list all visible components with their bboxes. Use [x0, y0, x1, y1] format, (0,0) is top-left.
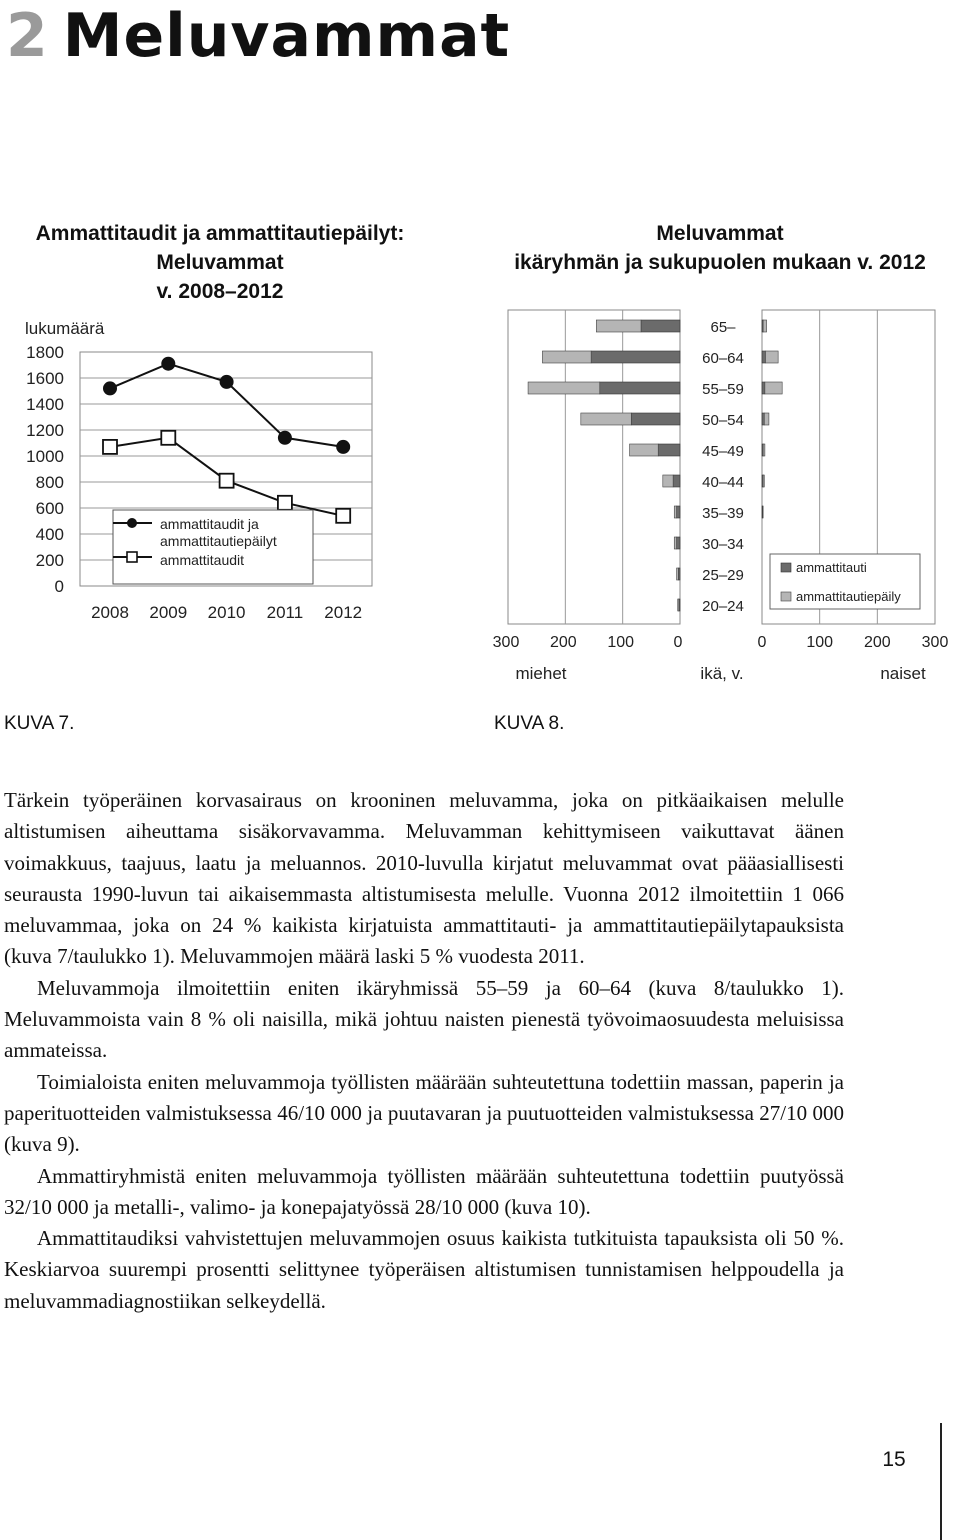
bar-men-epaily	[674, 506, 676, 518]
y-tick-label: 0	[54, 577, 64, 596]
figure7-title-line: Ammattitaudit ja ammattitautiepäilyt:	[35, 222, 405, 245]
bar-men-epaily	[596, 320, 641, 332]
paragraph: Meluvammoja ilmoitettiin eniten ikäryhmissä 55–59 ja 60–64 (kuva 8/taulukko 1). Meluvammoista vain 8 % oli naisilla, mikä johtuu naisten pienestä työvoimaosuudesta meluisissa ammateissa.	[4, 975, 844, 1063]
y-axis-label: lukumäärä	[25, 319, 105, 338]
chapter-number: 2	[6, 1, 49, 71]
age-group-label: 20–24	[702, 598, 744, 615]
x-tick-label: 200	[863, 634, 891, 651]
bar-men-ammattitauti	[641, 320, 680, 332]
bar-men-epaily	[677, 568, 679, 580]
age-group-label: 55–59	[702, 381, 744, 398]
data-point-square	[220, 474, 234, 488]
age-group-label: 35–39	[702, 505, 744, 522]
bar-women-ammattitauti	[762, 351, 765, 363]
y-tick-label: 800	[35, 473, 64, 492]
page-rule	[940, 1423, 942, 1540]
x-tick-label: 0	[757, 634, 767, 651]
age-group-label: 25–29	[702, 567, 744, 584]
bar-men-ammattitauti	[677, 537, 680, 549]
bar-men-ammattitauti	[658, 444, 680, 456]
bar-women-epaily	[764, 413, 769, 425]
data-point-circle	[278, 431, 292, 445]
age-group-label: 65–	[710, 319, 736, 336]
legend-label: ammattitautiepäily	[796, 589, 901, 604]
x-tick-label: 200	[549, 634, 577, 651]
bar-men-ammattitauti	[673, 475, 680, 487]
bar-men-ammattitauti	[600, 382, 680, 394]
y-tick-label: 1800	[26, 343, 64, 362]
figure7-title-line: Meluvammat	[156, 251, 284, 274]
charts-canvas	[0, 0, 960, 700]
figure8-title-line: Meluvammat	[656, 222, 784, 245]
bar-women-epaily	[765, 351, 778, 363]
y-tick-label: 1000	[26, 447, 64, 466]
y-tick-label: 1400	[26, 395, 64, 414]
paragraph: Ammattiryhmistä eniten meluvammoja työllisten määrään suhteutettuna todettiin puutyössä 32/10 000 ja metalli-, valimo- ja konepajatyössä 28/10 000 (kuva 10).	[4, 1163, 844, 1219]
figure8-title-line: ikäryhmän ja sukupuolen mukaan v. 2012	[514, 251, 926, 274]
bar-men-ammattitauti	[591, 351, 680, 363]
bar-women-ammattitauti	[762, 413, 764, 425]
x-tick-label: 2010	[207, 603, 246, 622]
y-tick-label: 1600	[26, 369, 64, 388]
y-tick-label: 200	[35, 551, 64, 570]
x-tick-label: 2011	[266, 603, 304, 622]
age-group-label: 45–49	[702, 443, 744, 460]
legend-marker-circle	[127, 518, 137, 528]
data-point-circle	[220, 375, 234, 389]
data-point-square	[278, 496, 292, 510]
bar-women-epaily	[765, 382, 782, 394]
y-tick-label: 1200	[26, 421, 64, 440]
figure8-caption: KUVA 8.	[494, 713, 565, 734]
legend-label: ammattitaudit	[160, 552, 245, 568]
data-point-square	[103, 440, 117, 454]
age-axis-label: ikä, v.	[700, 664, 744, 683]
bar-men-epaily	[542, 351, 591, 363]
data-point-square	[161, 431, 175, 445]
paragraph: Tärkein työperäinen korvasairaus on krooninen meluvamma, joka on pitkäaikaisen melulle altistumisen aiheuttama sisäkorvavamma. Meluvamman kehittymiseen vaikuttavat äänen voimakkuus, taajuus, laatu ja meluannos. 2010-luvulla kirjatut meluvammat ovat pääasiallisesti seurausta 1990-luvun tai aikaisemmasta altistumisesta melulle. Vuonna 2012 ilmoitettiin 1 066 meluvammaa, joka on 24 % kaikista kirjatuista ammattitauti- ja ammattitautiepäilytapauksista (kuva 7/taulukko 1). Meluvammojen määrä laski 5 % vuodesta 2011.	[4, 788, 844, 969]
bar-women-epaily	[763, 475, 764, 487]
data-point-square	[336, 509, 350, 523]
data-point-circle	[336, 440, 350, 454]
x-tick-label: 2012	[324, 603, 363, 622]
x-tick-label: 2008	[91, 603, 129, 622]
x-tick-label: 300	[921, 634, 949, 651]
bar-men-epaily	[678, 599, 679, 611]
x-tick-label: 100	[607, 634, 635, 651]
bar-men-ammattitauti	[677, 506, 680, 518]
age-group-label: 60–64	[702, 350, 744, 367]
legend-swatch	[781, 592, 791, 601]
x-tick-label: 0	[673, 634, 683, 651]
men-axis-label: miehet	[515, 664, 567, 683]
bar-men-epaily	[581, 413, 631, 425]
bar-women-epaily	[763, 444, 765, 456]
y-tick-label: 400	[35, 525, 64, 544]
bar-men-epaily	[528, 382, 600, 394]
age-group-label: 30–34	[702, 536, 744, 553]
legend-label: ammattitautiepäilyt	[160, 533, 277, 549]
x-tick-label: 2009	[149, 603, 188, 622]
bar-women-ammattitauti	[762, 382, 765, 394]
age-group-label: 50–54	[702, 412, 744, 429]
body-text	[4, 785, 844, 1317]
bar-men-epaily	[630, 444, 659, 456]
x-tick-label: 300	[492, 634, 520, 651]
data-point-circle	[161, 357, 175, 371]
age-group-label: 40–44	[702, 474, 744, 491]
legend-label: ammattitaudit ja	[160, 516, 259, 532]
paragraph: Ammattitaudiksi vahvistettujen meluvammojen osuus kaikista tutkituista tapauksista oli 50 %. Keskiarvoa suurempi prosentti selittynee työperäisen altistumisen tunnistamisen helppoudella ja meluvammadiagnostiikan selkeydellä.	[4, 1226, 844, 1313]
x-tick-label: 100	[806, 634, 834, 651]
figure7-caption: KUVA 7.	[4, 713, 75, 734]
bar-men-epaily	[663, 475, 673, 487]
bar-women-epaily	[763, 506, 764, 518]
legend-marker-square	[127, 552, 137, 562]
legend-label: ammattitauti	[796, 560, 867, 575]
bar-men-ammattitauti	[631, 413, 680, 425]
page-number: 15	[882, 1448, 906, 1471]
data-point-circle	[103, 381, 117, 395]
bar-women-epaily	[763, 320, 766, 332]
paragraph: Toimialoista eniten meluvammoja työllisten määrään suhteutettuna todettiin massan, paperin ja paperituotteiden valmistuksessa 46/10 000 ja puutavaran ja puutuotteiden valmistuksessa 27/10 000 (kuva 9).	[4, 1069, 844, 1157]
women-axis-label: naiset	[880, 664, 926, 683]
bar-men-epaily	[674, 537, 676, 549]
figure7-title-line: v. 2008–2012	[156, 280, 284, 303]
chapter-title: Meluvammat	[62, 1, 511, 71]
y-tick-label: 600	[35, 499, 64, 518]
legend-swatch	[781, 563, 791, 572]
